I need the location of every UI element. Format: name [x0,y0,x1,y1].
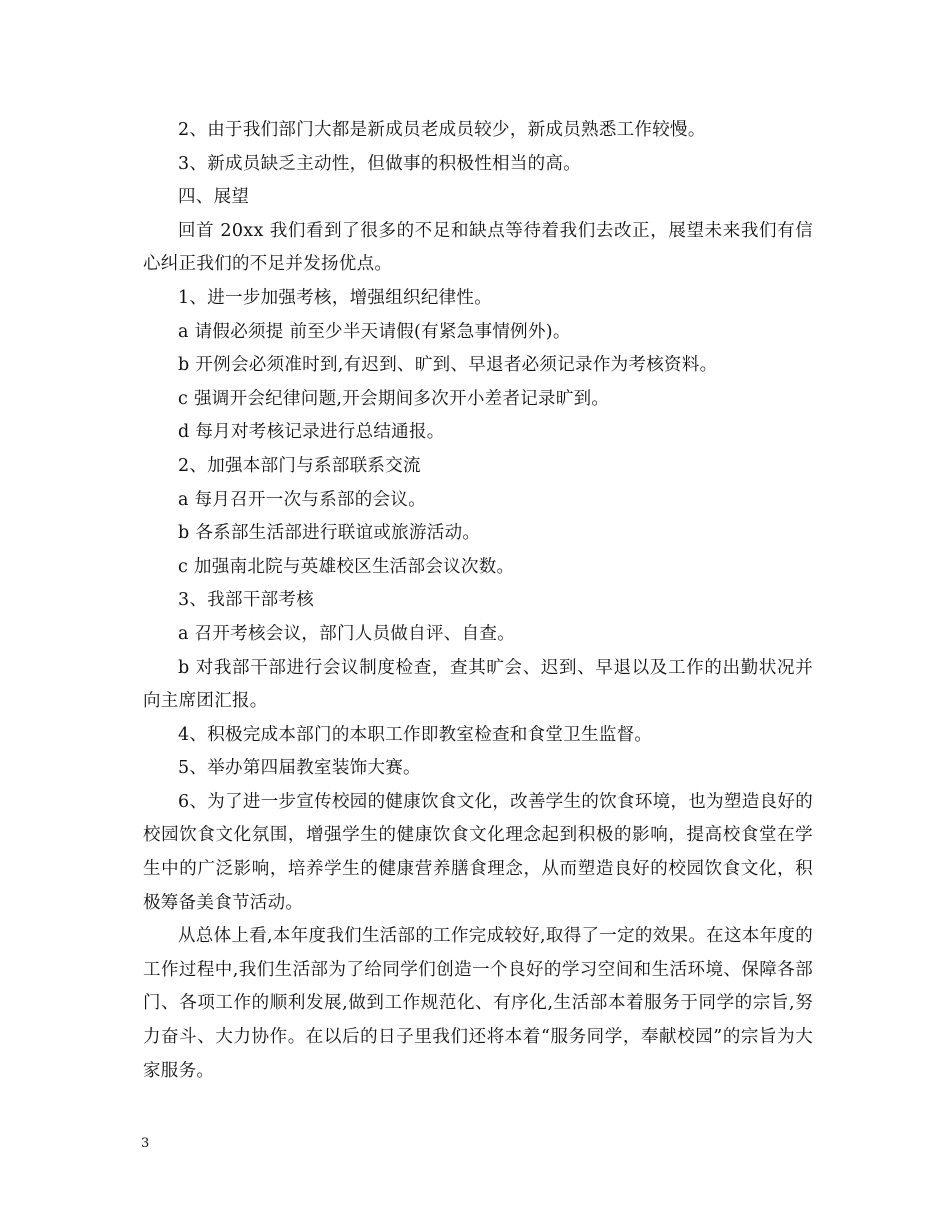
sub-list-item: a 召开考核会议，部门人员做自评、自查。 [178,623,515,644]
sub-list-item: c 强调开会纪律问题,开会期间多次开小差者记录旷到。 [178,388,610,409]
sub-list-item: b 开例会必须准时到,有迟到、旷到、早退者必须记录作为考核资料。 [178,355,718,376]
list-item: 3、我部干部考核 [178,590,315,611]
list-item: 1、进一步加强考核，增强组织纪律性。 [178,287,493,308]
paragraph: 2、由于我们部门大都是新成员老成员较少，新成员熟悉工作较慢。 [178,120,706,140]
sub-list-item: b 各系部生活部进行联谊或旅游活动。 [178,523,481,544]
sub-list-item: a 每月召开一次与系部的会议。 [178,489,426,510]
summary-paragraph: 从总体上看,本年度我们生活部的工作完成较好,取得了一定的效果。在这本年度的工作过程中,我们生活部为了给同学们创造一个良好的学习空间和生活环境、保障各部门、各项工作的顺利发展,做到工作规范化、有序化,生活部本着服务于同学的宗旨,努力奋斗、大力协作。在以后的日子里我们还将本着“服务同学，奉献校园”的宗旨为大家服务。 [143,926,813,1081]
list-item: 6、为了进一步宣传校园的健康饮食文化，改善学生的饮食环境，也为塑造良好的校园饮食文化氛围，增强学生的健康饮食文化理念起到积极的影响，提高校食堂在学生中的广泛影响，培养学生的健康营养膳食理念，从而塑造良好的校园饮食文化，积极筹备美食节活动。 [143,791,813,913]
section-heading: 四、展望 [178,187,250,208]
list-item: 5、举办第四届教室装饰大赛。 [178,758,421,779]
sub-list-item: d 每月对考核记录进行总结通报。 [178,422,445,443]
page-number: 3 [141,1136,150,1151]
paragraph: 回首 20xx 我们看到了很多的不足和缺点等待着我们去改正，展望未来我们有信心纠正我们的不足并发扬优点。 [143,220,813,275]
list-item: 2、加强本部门与系部联系交流 [178,455,421,476]
sub-list-item: b 对我部干部进行会议制度检查，查其旷会、迟到、早退以及工作的出勤状况并向主席团汇报。 [143,657,813,712]
sub-list-item: a 请假必须提 前至少半天请假(有紧急事情例外)。 [178,321,571,342]
list-item: 4、积极完成本部门的本职工作即教室检查和食堂卫生监督。 [178,724,653,745]
paragraph: 3、新成员缺乏主动性，但做事的积极性相当的高。 [178,153,582,174]
sub-list-item: c 加强南北院与英雄校区生活部会议次数。 [178,556,515,577]
document-body [143,114,813,1088]
